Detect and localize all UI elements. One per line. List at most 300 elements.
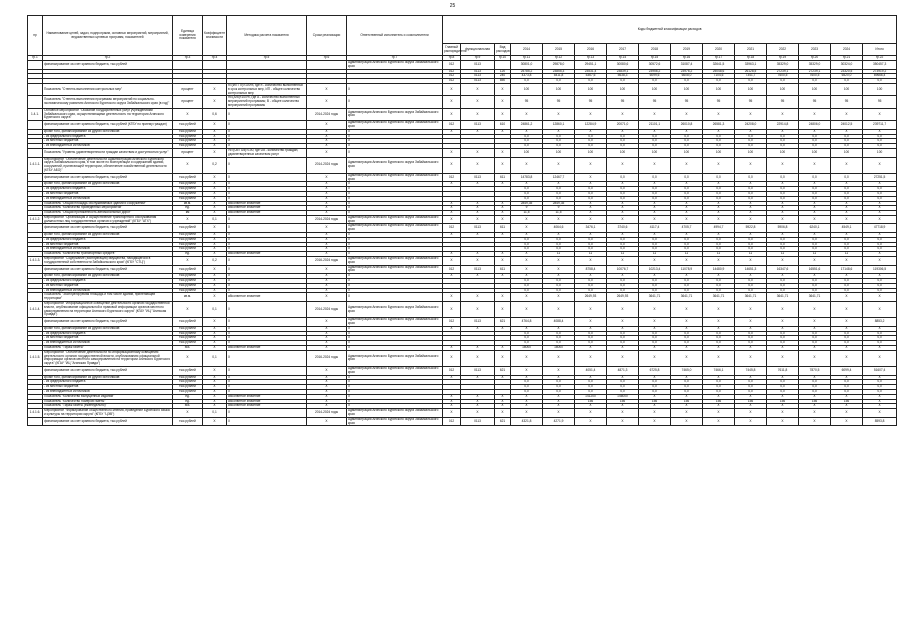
header-year: 2020 (703, 44, 735, 56)
cell-year-value: 4373,8 (511, 74, 543, 79)
cell-year-value: 0,0 (831, 247, 863, 252)
cell-method: X (227, 247, 307, 252)
cell-resp: Администрация Агинского Бурятского округа Забайкальского края (347, 409, 443, 418)
cell-vr: X (495, 96, 511, 108)
cell-resp: X (347, 274, 443, 279)
cell-grbs: X (443, 404, 461, 409)
cell-resp: X (347, 375, 443, 380)
cell-year-value: 0,0 (607, 331, 639, 336)
cell-total: 51607,4 (863, 366, 897, 375)
cell-year-value: X (703, 404, 735, 409)
cell-coef: 0,1 (203, 302, 227, 318)
cell-resp: X (347, 331, 443, 336)
cell-year-value: X (767, 206, 799, 211)
cell-method: X (227, 288, 307, 293)
cell-year-value: X (735, 375, 767, 380)
cell-year-value: X (703, 108, 735, 120)
cell-year-value: X (831, 346, 863, 351)
cell-year-value: X (511, 399, 543, 404)
cell-year-value: X (767, 233, 799, 238)
table-row (28, 417, 897, 426)
cell-vr: X (495, 108, 511, 120)
cell-year-value: X (767, 318, 799, 327)
cell-name: финансирование за счет краевого бюджета, тыс.рублей (43, 366, 173, 375)
cell-method: Ус=(Ud / Ud)×100, где Ud - количество граждан, удовлетворенных качеством услуг (227, 148, 307, 157)
cell-year-value: 0,0 (671, 283, 703, 288)
cell-year-value: 0,0 (831, 242, 863, 247)
cell-term: X (307, 375, 347, 380)
cell-year-value: X (735, 182, 767, 187)
cell-year-value: 0,0 (639, 79, 671, 84)
cell-year-value: X (575, 350, 607, 366)
cell-year-value: 0,0 (575, 187, 607, 192)
cell-year-value: X (543, 215, 575, 224)
cell-grbs: 012 (443, 121, 461, 130)
cell-year-value: X (767, 417, 799, 426)
cell-year-value: 0,0 (831, 331, 863, 336)
header-budget-codes: Коды бюджетной классификации расходов (443, 16, 897, 44)
cell-total: X (863, 257, 897, 266)
cell-year-value: 3476,1 (575, 224, 607, 233)
cell-unit: ед. (173, 394, 203, 399)
cell-unit: тыс.рублей (173, 196, 203, 201)
cell-coef: X (203, 96, 227, 108)
cell-year-value: 0,0 (671, 331, 703, 336)
cell-resp: Администрация Агинского Бурятского округа Забайкальского края (347, 257, 443, 266)
cell-kbk: 0113 (461, 366, 495, 375)
cell-year-value: 0,0 (831, 196, 863, 201)
cell-total: X (863, 201, 897, 206)
cell-year-value: 0,0 (671, 247, 703, 252)
cell-year-value: X (703, 129, 735, 134)
cell-year-value: X (575, 274, 607, 279)
cell-term: X (307, 206, 347, 211)
cell-year-value: 0,0 (575, 331, 607, 336)
cell-year-value: 0,0 (607, 196, 639, 201)
cell-year-value: X (671, 182, 703, 187)
cell-year-value: 0,0 (671, 336, 703, 341)
cell-year-value: 9 (543, 206, 575, 211)
cell-year-value: 0,0 (607, 288, 639, 293)
cell-year-value: 95 (511, 96, 543, 108)
cell-method: абсолютное значение (227, 211, 307, 216)
cell-year-value: 0,0 (639, 341, 671, 346)
cell-resp: Администрация Агинского Бурятского округа Забайкальского края (347, 302, 443, 318)
cell-total: X (863, 252, 897, 257)
cell-year-value: 0,0 (735, 336, 767, 341)
cell-year-value: X (767, 404, 799, 409)
cell-year-value: X (607, 157, 639, 173)
cell-unit: км (173, 211, 203, 216)
cell-year-value: 0,0 (543, 336, 575, 341)
column-number: гр.2 (43, 56, 173, 61)
cell-unit: тыс.рублей (173, 331, 203, 336)
cell-year-value: 3641,71 (671, 293, 703, 302)
cell-name: - из внебюджетных источников (43, 288, 173, 293)
cell-name: Показатель "Общая протяженность автомобильных дорог" (43, 211, 173, 216)
cell-year-value: X (671, 350, 703, 366)
cell-year-value: 3641,71 (703, 293, 735, 302)
cell-year-value: 0,0 (511, 331, 543, 336)
column-number: гр.21 (831, 56, 863, 61)
cell-year-value: 25048,6 (703, 69, 735, 74)
cell-grbs: X (443, 346, 461, 351)
column-number: гр.3 (173, 56, 203, 61)
cell-year-value: 0,0 (703, 173, 735, 182)
cell-year-value: 4764,8 (511, 318, 543, 327)
cell-year-value: 0,0 (543, 331, 575, 336)
cell-unit: тыс.рублей (173, 389, 203, 394)
cell-name: финансирование за счет краевого бюджета, тыс.рублей (43, 224, 173, 233)
cell-coef: X (203, 293, 227, 302)
cell-year-value: X (639, 211, 671, 216)
cell-year-value: X (607, 201, 639, 206)
cell-num (28, 417, 43, 426)
cell-name: - из местных бюджетов (43, 385, 173, 390)
table-row (28, 108, 897, 120)
cell-vr: 611 (495, 265, 511, 274)
cell-year-value: 0,0 (671, 279, 703, 284)
cell-grbs: X (443, 375, 461, 380)
cell-year-value: 100 (575, 148, 607, 157)
cell-coef: X (203, 191, 227, 196)
cell-year-value: X (607, 257, 639, 266)
cell-year-value: 0,0 (735, 237, 767, 242)
cell-year-value: X (607, 302, 639, 318)
cell-year-value: 100 (607, 148, 639, 157)
cell-year-value: X (703, 215, 735, 224)
cell-unit: экз. (173, 346, 203, 351)
cell-coef: X (203, 336, 227, 341)
cell-name: Показатель "Количество проведенных мероприятий" (43, 206, 173, 211)
cell-coef: X (203, 148, 227, 157)
cell-resp: X (347, 385, 443, 390)
cell-year-value: 11 (671, 252, 703, 257)
cell-year-value: X (831, 394, 863, 399)
cell-year-value: X (799, 417, 831, 426)
cell-year-value: 0,0 (575, 283, 607, 288)
cell-year-value: 0,0 (671, 134, 703, 139)
cell-year-value: 23956,2 (639, 69, 671, 74)
cell-total: 100 (863, 83, 897, 95)
cell-kbk: X (461, 257, 495, 266)
cell-resp: Администрация Агинского Бурятского округа Забайкальского края (347, 121, 443, 130)
cell-year-value: 0,0 (511, 242, 543, 247)
cell-grbs: 012 (443, 61, 461, 70)
cell-kbk: X (461, 302, 495, 318)
cell-year-value: 0,0 (511, 139, 543, 144)
cell-year-value: 0,0 (543, 134, 575, 139)
cell-year-value: 0,0 (735, 79, 767, 84)
cell-num (28, 96, 43, 108)
cell-year-value: X (575, 206, 607, 211)
cell-name: финансирование за счет краевого бюджета, тыс.рублей (43, 265, 173, 274)
cell-year-value: 0,0 (799, 242, 831, 247)
cell-term: X (307, 196, 347, 201)
table-row (28, 224, 897, 233)
cell-resp: X (347, 288, 443, 293)
cell-unit: тыс.рублей (173, 237, 203, 242)
cell-name: финансирование за счет краевого бюджета, тыс.рублей (43, 417, 173, 426)
cell-total: X (863, 302, 897, 318)
cell-year-value: X (671, 409, 703, 418)
cell-year-value: 0,0 (575, 385, 607, 390)
cell-vr: X (495, 409, 511, 418)
cell-year-value: X (703, 201, 735, 206)
cell-year-value: 0,0 (639, 331, 671, 336)
cell-year-value: 0,0 (671, 187, 703, 192)
cell-year-value: 7466,1 (703, 366, 735, 375)
cell-year-value: 0,0 (767, 187, 799, 192)
cell-year-value: 21101,1 (639, 121, 671, 130)
cell-year-value: X (671, 215, 703, 224)
cell-method: абсолютное значение (227, 206, 307, 211)
cell-year-value: 0,0 (831, 336, 863, 341)
cell-kbk: X (461, 182, 495, 187)
cell-method: X (227, 182, 307, 187)
cell-year-value: X (607, 326, 639, 331)
cell-unit: X (173, 157, 203, 173)
cell-kbk: X (461, 148, 495, 157)
cell-num (28, 61, 43, 70)
cell-unit: X (173, 302, 203, 318)
cell-name: - из федерального бюджета (43, 237, 173, 242)
cell-year-value: 0,0 (831, 144, 863, 149)
cell-method: X (227, 389, 307, 394)
cell-year-value: 0,0 (831, 283, 863, 288)
cell-term: X (307, 318, 347, 327)
cell-year-value: 5906,8 (767, 224, 799, 233)
cell-year-value: 0,0 (639, 288, 671, 293)
column-number: гр.5 (227, 56, 307, 61)
cell-method: X (227, 375, 307, 380)
cell-year-value: 95 (607, 96, 639, 108)
cell-year-value: X (703, 182, 735, 187)
cell-name: кроме того, финансирование из других источников: (43, 129, 173, 134)
cell-resp: Администрация Агинского Бурятского округа Забайкальского края (347, 318, 443, 327)
cell-method: X (227, 129, 307, 134)
cell-year-value: X (671, 108, 703, 120)
cell-year-value: X (831, 257, 863, 266)
cell-year-value: X (607, 182, 639, 187)
header-vr: Вид расходов (495, 44, 511, 56)
cell-vr: 120 (495, 69, 511, 74)
cell-year-value: 0,0 (767, 134, 799, 139)
cell-coef: 0,6 (203, 108, 227, 120)
cell-kbk: 0113 (461, 69, 495, 74)
cell-year-value: X (607, 375, 639, 380)
cell-unit: тыс.рублей (173, 341, 203, 346)
cell-resp: X (347, 399, 443, 404)
header-unit: Единица измерения показателя (173, 16, 203, 56)
cell-term: X (307, 274, 347, 279)
cell-method: X (227, 265, 307, 274)
cell-year-value: X (575, 417, 607, 426)
cell-method: X (227, 283, 307, 288)
cell-year-value: X (703, 257, 735, 266)
cell-total: 0,0 (863, 341, 897, 346)
cell-year-value: 0,0 (511, 389, 543, 394)
cell-resp: X (347, 326, 443, 331)
cell-year-value: 6099,6 (639, 74, 671, 79)
cell-year-value: X (511, 326, 543, 331)
cell-year-value: 2649,93 (607, 293, 639, 302)
column-number: гр.12 (543, 56, 575, 61)
cell-name: - из местных бюджетов (43, 283, 173, 288)
cell-year-value: X (543, 394, 575, 399)
cell-year-value: 0,0 (831, 385, 863, 390)
header-year: 2016 (575, 44, 607, 56)
cell-unit: процент (173, 96, 203, 108)
cell-num (28, 366, 43, 375)
cell-year-value: 0,0 (703, 336, 735, 341)
table-row (28, 121, 897, 130)
cell-term: X (307, 326, 347, 331)
cell-total: 0,0 (863, 336, 897, 341)
cell-year-value: 95 (575, 96, 607, 108)
cell-grbs: X (443, 350, 461, 366)
cell-year-value: 5411,8 (543, 74, 575, 79)
table-row (28, 350, 897, 366)
cell-year-value: X (511, 366, 543, 375)
cell-unit: экз. (173, 404, 203, 409)
cell-year-value: X (575, 326, 607, 331)
cell-year-value: 5638,3 (607, 74, 639, 79)
cell-year-value: 0,0 (511, 283, 543, 288)
cell-year-value: 0,0 (511, 144, 543, 149)
cell-year-value: X (799, 318, 831, 327)
cell-method: X (227, 380, 307, 385)
cell-year-value: X (703, 211, 735, 216)
cell-year-value: 0,0 (671, 144, 703, 149)
cell-term: X (307, 148, 347, 157)
cell-year-value: 16551,6 (799, 265, 831, 274)
cell-year-value: 0,0 (639, 196, 671, 201)
cell-year-value: X (639, 233, 671, 238)
header-method: Методика расчета показателя (227, 16, 307, 56)
cell-method: m=(A/B)×100%, где А - количество выполненных мероприятий программы; В - общее количество мероприятий программы (227, 96, 307, 108)
table-row (28, 265, 897, 274)
cell-num (28, 148, 43, 157)
cell-year-value: X (767, 326, 799, 331)
cell-total: X (863, 129, 897, 134)
cell-year-value: 31087,4 (671, 61, 703, 70)
cell-term: X (307, 331, 347, 336)
cell-year-value: 95 (735, 96, 767, 108)
cell-name: Основное мероприятие "Оказание государственных услуг учреждениями Забайкальского края, осуществляющими деятельность на территории Агинского Бурятского округа" (43, 108, 173, 120)
cell-year-value: X (799, 257, 831, 266)
cell-year-value: X (767, 129, 799, 134)
cell-total: 0,0 (863, 279, 897, 284)
cell-resp: X (347, 148, 443, 157)
cell-term: 2014-2024 годы (307, 108, 347, 120)
cell-year-value: 6608,0 (671, 74, 703, 79)
cell-num: 1.4.1.5. (28, 350, 43, 366)
cell-year-value: 0,0 (703, 247, 735, 252)
cell-coef: X (203, 385, 227, 390)
cell-year-value: 0,0 (735, 144, 767, 149)
cell-year-value: 0,0 (703, 385, 735, 390)
cell-vr: X (495, 211, 511, 216)
cell-year-value: 0,0 (639, 389, 671, 394)
cell-year-value: X (671, 157, 703, 173)
table-row (28, 148, 897, 157)
cell-year-value: 7611,8 (767, 366, 799, 375)
cell-year-value: 0,0 (735, 139, 767, 144)
cell-method: X (227, 279, 307, 284)
cell-kbk: X (461, 350, 495, 366)
cell-year-value: 0,0 (831, 380, 863, 385)
cell-year-value: 0,0 (639, 134, 671, 139)
cell-year-value: 100 (575, 83, 607, 95)
cell-year-value: X (799, 215, 831, 224)
cell-year-value: X (671, 326, 703, 331)
cell-year-value: 0,0 (703, 191, 735, 196)
cell-name: Показатель "Тираж газеты" (43, 346, 173, 351)
cell-name: Показатель "Степень выполнения программы мероприятий по социально-экономическому развитию Агинского Бурятского округа Забайкальского края (в год)" (43, 96, 173, 108)
cell-name: Мероприятие "Организация и осуществление транспортного обслуживания должностных лиц государственных органов и учреждений" (КГБУ "АТХ") (43, 215, 173, 224)
cell-total: X (863, 206, 897, 211)
cell-unit: тыс.рублей (173, 283, 203, 288)
cell-kbk: 0113 (461, 318, 495, 327)
cell-year-value: 0,0 (639, 385, 671, 390)
cell-year-value: 0,0 (543, 237, 575, 242)
cell-unit: процент (173, 148, 203, 157)
cell-total: 0,0 (863, 380, 897, 385)
cell-term: X (307, 121, 347, 130)
cell-term: 2016-2024 годы (307, 350, 347, 366)
cell-year-value: 0,0 (799, 139, 831, 144)
cell-year-value: 14480,9 (703, 265, 735, 274)
cell-year-value: 0,0 (671, 79, 703, 84)
cell-method: X (227, 237, 307, 242)
cell-name: кроме того, финансирование из других источников: (43, 233, 173, 238)
cell-year-value: X (799, 157, 831, 173)
cell-method: X (227, 144, 307, 149)
cell-name: кроме того, финансирование из других источников: (43, 182, 173, 187)
cell-year-value: 0,0 (607, 79, 639, 84)
cell-year-value: 2849,35 (511, 201, 543, 206)
cell-vr: X (495, 375, 511, 380)
cell-method: X (227, 366, 307, 375)
cell-kbk: X (461, 346, 495, 351)
cell-vr: X (495, 233, 511, 238)
cell-year-value: X (831, 129, 863, 134)
cell-year-value: X (735, 201, 767, 206)
cell-year-value: X (703, 233, 735, 238)
column-number: гр.14 (607, 56, 639, 61)
cell-year-value: 0,0 (671, 237, 703, 242)
cell-year-value: X (543, 350, 575, 366)
cell-kbk: 0113 (461, 74, 495, 79)
cell-unit (173, 61, 203, 70)
cell-year-value: 0,0 (543, 279, 575, 284)
cell-resp: X (347, 380, 443, 385)
cell-grbs: X (443, 108, 461, 120)
cell-year-value: 156 (735, 399, 767, 404)
cell-year-value: 0,0 (543, 283, 575, 288)
cell-resp: Администрация Агинского Бурятского округа Забайкальского края (347, 157, 443, 173)
cell-year-value: X (831, 233, 863, 238)
cell-total: 0,0 (863, 196, 897, 201)
cell-year-value: 100 (639, 148, 671, 157)
cell-total: X (863, 409, 897, 418)
column-number: гр.19 (767, 56, 799, 61)
cell-year-value: 0,0 (543, 79, 575, 84)
cell-year-value: X (575, 375, 607, 380)
cell-year-value: X (767, 257, 799, 266)
cell-term: X (307, 293, 347, 302)
